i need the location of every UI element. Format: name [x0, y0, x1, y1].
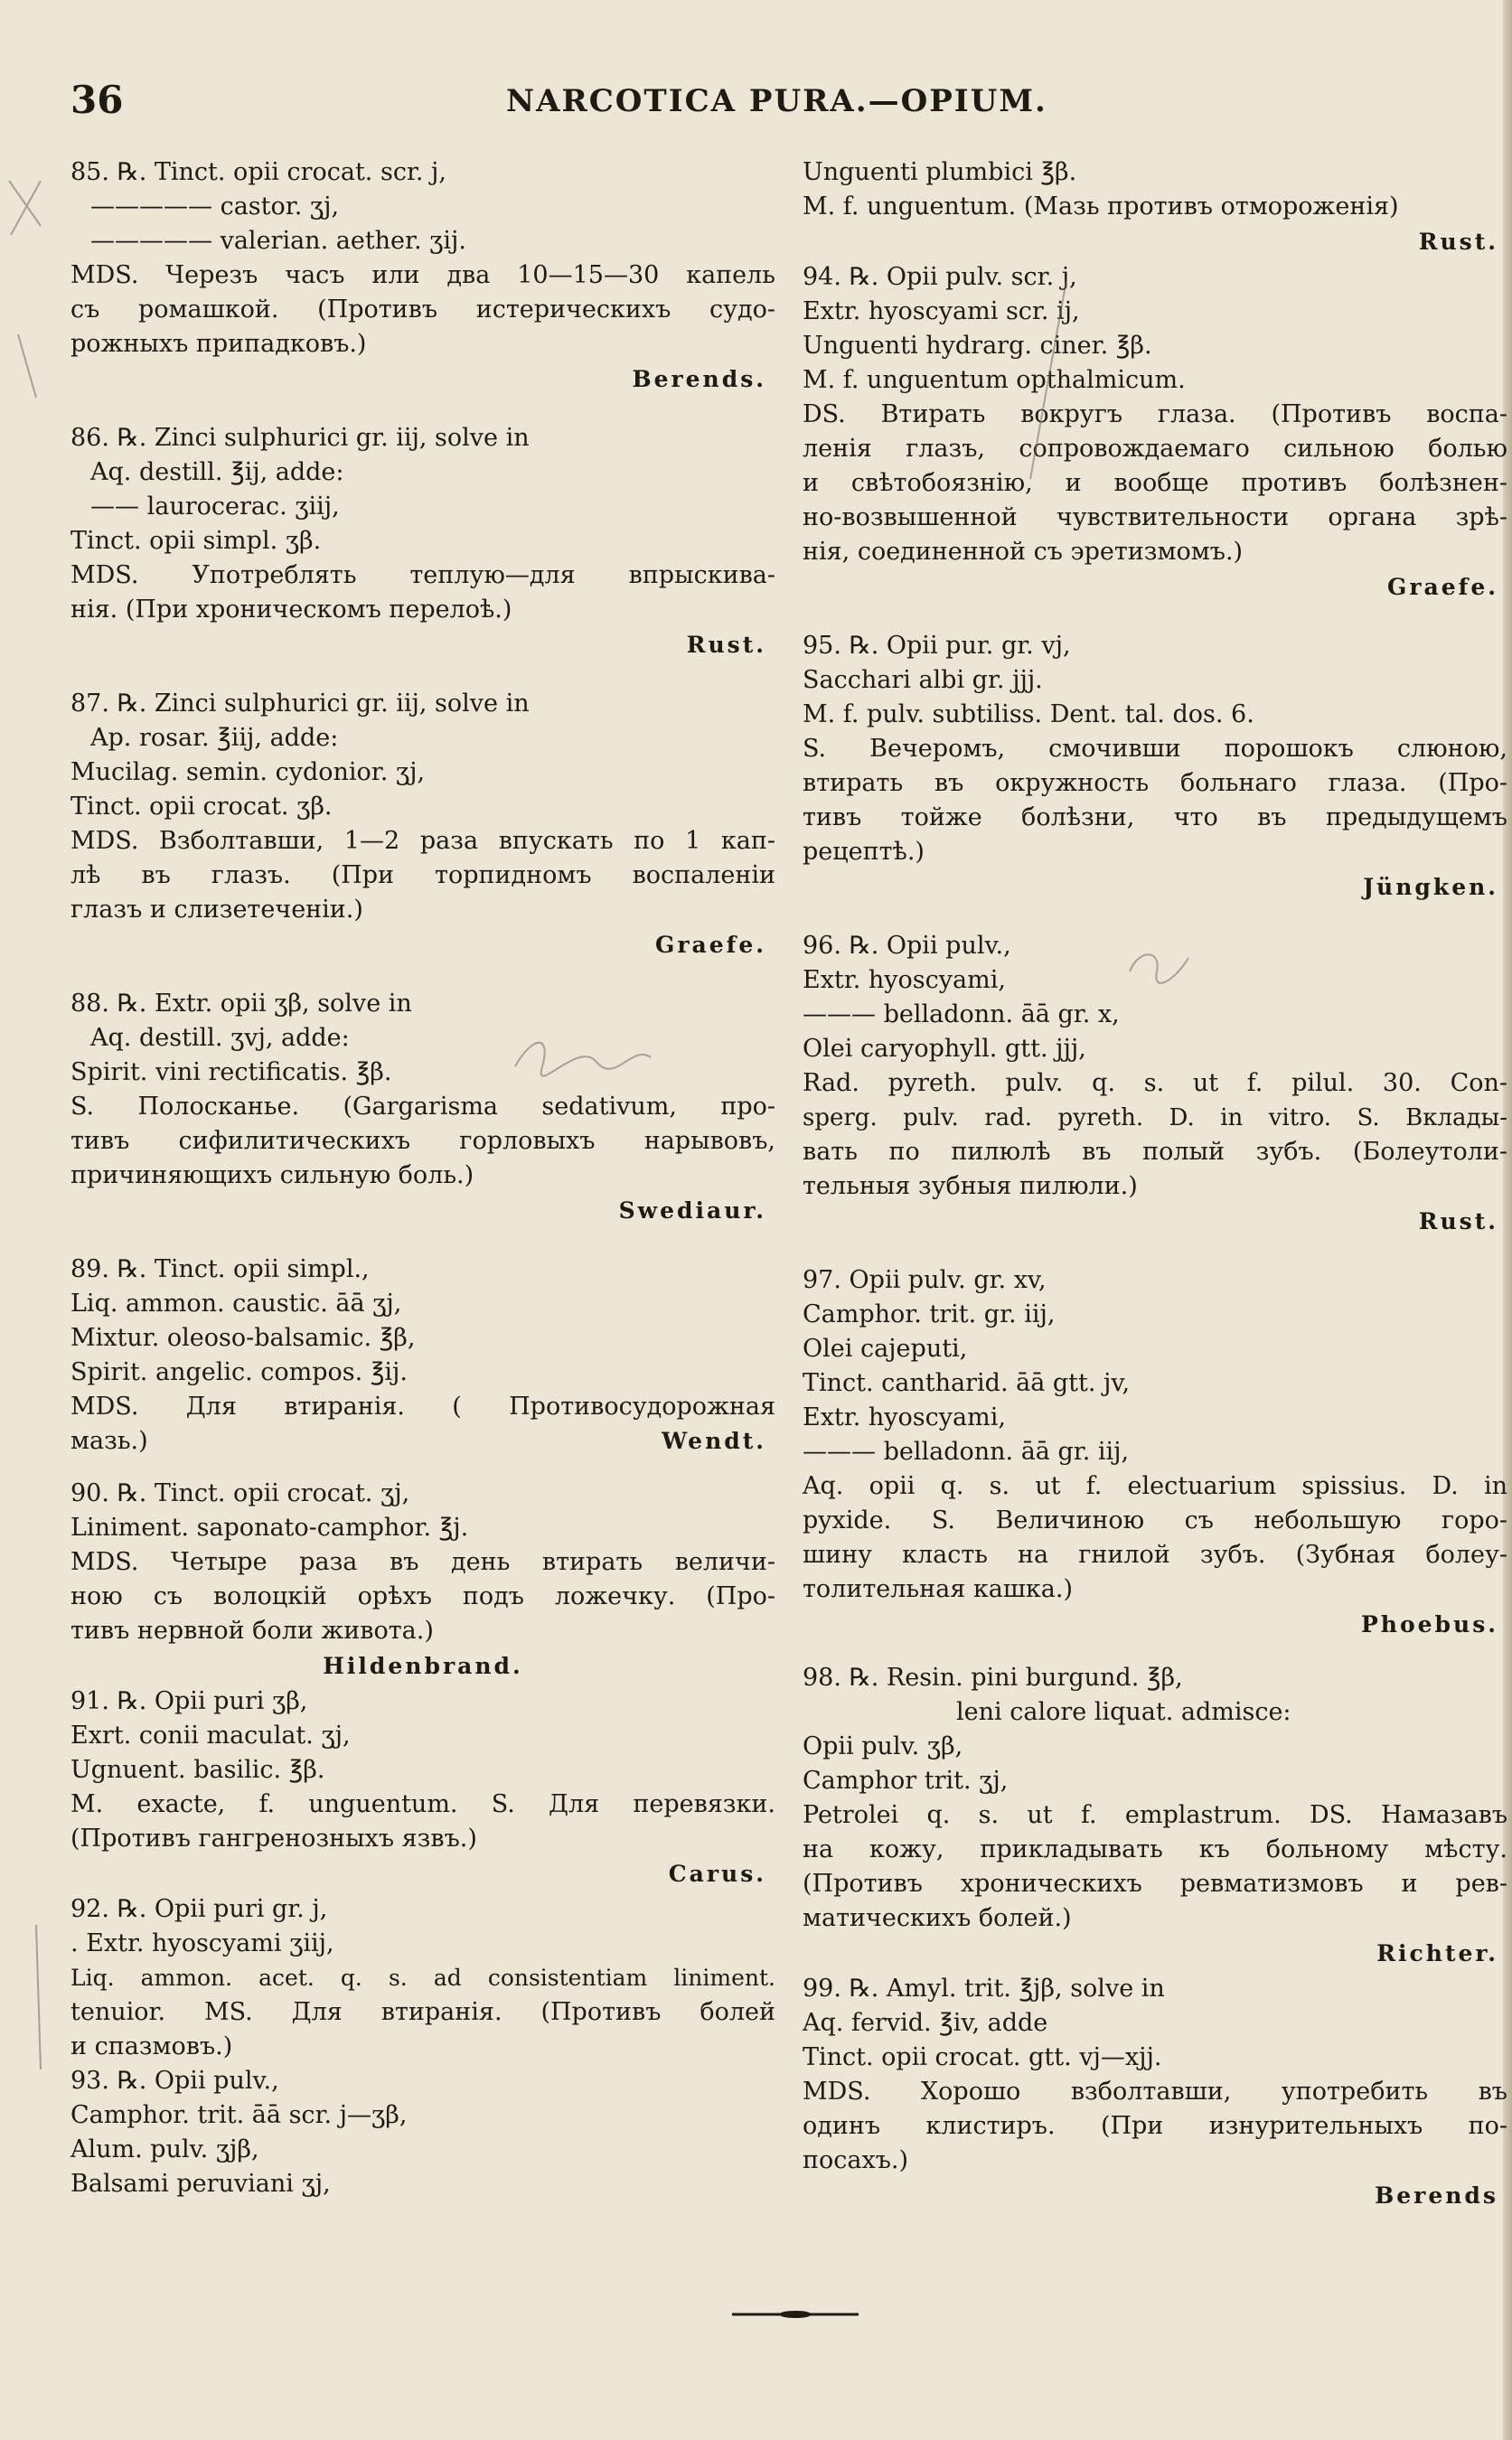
recipe-author: Jüngken.	[1363, 874, 1498, 900]
recipe-line: рецептѣ.)	[803, 838, 925, 866]
recipe-line: 90. ℞. Tinct. opii crocat. ʒj,	[70, 1479, 410, 1507]
recipe-line: 97. Opii pulv. gr. xv,	[803, 1266, 1047, 1294]
recipe-author: Rust.	[1418, 1208, 1498, 1234]
recipe-line: Mucilag. semin. cydonior. ʒj,	[70, 758, 426, 786]
recipe-line: Extr. hyoscyami,	[803, 966, 1006, 994]
recipe-line: ленія глазъ, сопровождаемаго сильною болью	[803, 435, 1507, 463]
recipe-line: leni calore liquat. admisce:	[956, 1698, 1291, 1726]
recipe-94	[803, 260, 1507, 605]
recipe-line: M. f. pulv. subtiliss. Dent. tal. dos. 6.	[803, 700, 1254, 728]
recipe-line: Liq. ammon. acet. q. s. ad consistentiam liniment.	[70, 1965, 775, 1991]
recipe-line: Camphor. trit. āā scr. j—ʒβ,	[70, 2101, 408, 2129]
recipe-line: 95. ℞. Opii pur. gr. vj,	[803, 632, 1071, 660]
recipe-line: на кожу, прикладывать къ больному мѣсту.	[803, 1835, 1507, 1863]
recipe-99	[803, 1972, 1507, 2214]
recipe-line: 96. ℞. Opii pulv.,	[803, 932, 1011, 960]
recipe-line: ——— belladonn. āā gr. iij,	[803, 1438, 1130, 1466]
recipe-line: sperg. pulv. rad. pyreth. D. in vitro. S. Вклады-	[803, 1104, 1507, 1131]
recipe-line: pyxide. S. Величиною съ небольшую горо-	[803, 1506, 1507, 1534]
recipe-line: Opii pulv. ʒβ,	[803, 1732, 963, 1760]
recipe-93	[70, 2064, 775, 2201]
recipe-line: но-возвышенной чувствительности органа зрѣ-	[803, 503, 1507, 531]
recipe-line: 99. ℞. Amyl. trit. ℥jβ, solve in	[803, 1975, 1165, 2003]
recipe-line: —— laurocerас. ʒiij,	[90, 493, 340, 521]
recipe-line: Tinct. cantharid. āā gtt. jv,	[803, 1369, 1131, 1397]
recipe-line: DS. Втирать вокругъ глаза. (Противъ воспа-	[803, 400, 1507, 428]
recipe-line: 86. ℞. Zinci sulphurici gr. iij, solve in	[70, 424, 530, 452]
recipe-line: 85. ℞. Tinct. opii crocat. scr. j,	[70, 158, 447, 186]
recipe-author: Wendt.	[662, 1428, 766, 1454]
right-column	[803, 155, 1507, 2214]
recipe-line: Camphor. trit. gr. iij,	[803, 1300, 1056, 1328]
recipe-line: Balsami peruviani ʒj,	[70, 2170, 331, 2198]
recipe-line: M. exacte, f. unguentum. S. Для перевязки.	[70, 1790, 775, 1818]
recipe-line: тельныя зубныя пилюли.)	[803, 1172, 1138, 1200]
recipe-line: 88. ℞. Extr. opii ʒβ, solve in	[70, 990, 412, 1018]
recipe-line: Ugnuent. basilic. ℥β.	[70, 1756, 325, 1784]
recipe-92	[70, 1892, 775, 2064]
recipe-line: Tinct. opii crocat. ʒβ.	[70, 793, 333, 821]
running-head-dash: —	[868, 83, 901, 119]
pencil-mark-left	[0, 172, 54, 407]
recipe-line: съ ромашкой. (Противъ истерическихъ судо-	[70, 296, 775, 324]
recipe-line: Liq. ammon. caustic. āā ʒj,	[70, 1290, 402, 1318]
recipe-line: тивъ сифилитическихъ горловыхъ нарывовъ,	[70, 1127, 775, 1155]
recipe-line: Camphor trit. ʒj,	[803, 1767, 1009, 1795]
recipe-line: и свѣтобоязнію, и вообще противъ болѣзнен-	[803, 469, 1507, 497]
recipe-line: Tinct. opii crocat. gtt. vj—xjj.	[803, 2043, 1162, 2071]
recipe-line: Aq. opii q. s. ut f. electuarium spissius. D. in	[803, 1472, 1507, 1500]
recipe-line: Petrolei q. s. ut f. emplastrum. DS. Намазавъ	[803, 1801, 1507, 1829]
recipe-line: Sacchari albi gr. jjj.	[803, 666, 1043, 694]
recipe-87	[70, 687, 775, 963]
recipe-line: Spirit. angelic. compos. ℥ij.	[70, 1358, 409, 1386]
pencil-mark-left-lower	[18, 1916, 63, 2079]
pencil-mark-center	[1021, 271, 1075, 488]
recipe-line: Aq. fervid. ℥iv, adde	[803, 2009, 1048, 2037]
recipe-line: шину класть на гнилой зубъ. (Зубная болеу-	[803, 1541, 1507, 1569]
recipe-86	[70, 421, 775, 663]
recipe-85	[70, 155, 775, 398]
recipe-line: втирать въ окружность больнаго глаза. (Про-	[803, 769, 1507, 797]
recipe-line: причиняющихъ сильную боль.)	[70, 1161, 474, 1189]
recipe-line: 92. ℞. Opii puri gr. j,	[70, 1895, 328, 1923]
recipe-97	[803, 1263, 1507, 1643]
recipe-line: Aq. destill. ʒvj, adde:	[90, 1024, 350, 1052]
end-ornament	[732, 2310, 859, 2319]
recipe-line: Olei caryophyll. gtt. jjj,	[803, 1035, 1086, 1063]
recipe-line: Unguenti hydrarg. ciner. ℥β.	[803, 332, 1152, 360]
recipe-line: MDS. Взболтавши, 1—2 раза впускать по 1 кап-	[70, 827, 775, 855]
recipe-line: 94. ℞. Opii pulv. scr. j,	[803, 263, 1077, 291]
pencil-scribble-88	[506, 1030, 660, 1084]
recipe-line: Liniment. saponato-camphor. ℥j.	[70, 1514, 469, 1542]
recipe-line: MDS. Черезъ часъ или два 10—15—30 капель	[70, 261, 775, 289]
recipe-98	[803, 1661, 1507, 1972]
recipe-line: Rad. pyreth. pulv. q. s. ut f. pilul. 30. Con-	[803, 1069, 1507, 1097]
recipe-line: рожныхъ припадковъ.)	[70, 330, 367, 358]
recipe-line: Extr. hyoscyami,	[803, 1403, 1006, 1431]
recipe-93-continued	[803, 155, 1507, 260]
recipe-line: ————— castor. ʒj,	[90, 192, 340, 221]
recipe-author: Swediaur.	[618, 1197, 766, 1224]
recipe-line: нія, соединенной съ эретизмомъ.)	[803, 538, 1244, 566]
recipe-author: Phoebus.	[1361, 1611, 1498, 1638]
recipe-line: тивъ тойже болѣзни, что въ предыдущемъ	[803, 803, 1507, 831]
recipe-line: 98. ℞. Resin. pini burgund. ℥β,	[803, 1664, 1183, 1692]
recipe-line: (Противъ гангренозныхъ язвъ.)	[70, 1825, 477, 1853]
running-head-part1: NARCOTICA PURA.	[506, 83, 869, 119]
recipe-line: толительная кашка.)	[803, 1575, 1073, 1603]
recipe-line: 87. ℞. Zinci sulphurici gr. iij, solve in	[70, 690, 530, 718]
recipe-line: Ap. rosar. ℥iij, adde:	[90, 724, 339, 752]
left-column	[70, 155, 775, 2201]
recipe-author: Rust.	[1418, 229, 1498, 255]
recipe-author: Hildenbrand.	[323, 1653, 523, 1679]
recipe-line: 89. ℞. Tinct. opii simpl.,	[70, 1255, 370, 1283]
recipe-line: посахъ.)	[803, 2146, 908, 2174]
recipe-line: MDS. Четыре раза въ день втирать величи-	[70, 1548, 775, 1576]
recipe-line: Olei cajeputi,	[803, 1335, 968, 1363]
recipe-line: . Extr. hyoscyami ʒiij,	[70, 1929, 334, 1957]
recipe-line: Extr. hyoscyami scr. ij,	[803, 297, 1080, 325]
running-head-part2: OPIUM.	[900, 83, 1047, 119]
recipe-line: нія. (При хроническомъ перелоѣ.)	[70, 596, 512, 624]
recipe-line: и спазмовъ.)	[70, 2032, 233, 2060]
recipe-line-text: мазь.)	[70, 1427, 148, 1455]
recipe-line: лѣ въ глазъ. (При торпидномъ воспаленіи	[70, 861, 775, 889]
recipe-line: ——— belladonn. āā gr. x,	[803, 1000, 1120, 1028]
recipe-line: M. f. unguentum. (Мазь противъ отмороженія)	[803, 192, 1399, 221]
recipe-line: ною съ волоцкій орѣхъ подъ ложечку. (Про-	[70, 1582, 775, 1610]
recipe-95	[803, 629, 1507, 906]
recipe-91	[70, 1685, 775, 1892]
recipe-88	[70, 987, 775, 1229]
recipe-author: Graefe.	[655, 932, 766, 958]
recipe-line: MDS. Хорошо взболтавши, употребить въ	[803, 2078, 1507, 2106]
recipe-line: 93. ℞. Opii pulv.,	[70, 2067, 279, 2095]
recipe-line: Exrt. conii maculat. ʒj,	[70, 1722, 351, 1750]
recipe-line: S. Вечеромъ, смочивши порошокъ слюною,	[803, 735, 1507, 763]
recipe-line: Unguenti plumbici ℥β.	[803, 158, 1077, 186]
recipe-line: Spirit. vini rectificatis. ℥β.	[70, 1058, 392, 1086]
recipe-author: Richter.	[1376, 1940, 1498, 1966]
recipe-author: Berends.	[632, 366, 766, 392]
recipe-line: MDS. Для втиранія. ( Противосудорожная	[70, 1393, 775, 1421]
recipe-line: Alum. pulv. ʒjβ,	[70, 2135, 259, 2163]
recipe-line: 91. ℞. Opii puri ʒβ,	[70, 1687, 308, 1715]
page-number: 36	[70, 78, 124, 122]
recipe-line: вать по пилюлѣ въ полый зубъ. (Болеутоли-	[803, 1138, 1507, 1166]
recipe-line: одинъ клистиръ. (При изнурительныхъ по-	[803, 2112, 1507, 2140]
recipe-90	[70, 1477, 775, 1685]
recipe-line: MDS. Употреблять теплую—для впрыскива-	[70, 561, 775, 589]
recipe-line: матическихъ болей.)	[803, 1904, 1072, 1932]
recipe-author: Graefe.	[1387, 574, 1498, 600]
recipe-line: глазъ и слизетеченіи.)	[70, 896, 363, 924]
recipe-line: S. Полосканье. (Gargarisma sedativum, про-	[70, 1093, 775, 1121]
recipe-line: (Противъ хроническихъ ревматизмовъ и рев-	[803, 1870, 1507, 1898]
recipe-author: Carus.	[668, 1861, 766, 1887]
recipe-89	[70, 1253, 775, 1459]
recipe-line: tenuior. MS. Для втиранія. (Противъ болей	[70, 1998, 775, 2026]
running-head	[506, 83, 1047, 119]
recipe-line: Mixtur. oleoso-balsamic. ℥β,	[70, 1324, 416, 1352]
recipe-author: Berends	[1375, 2182, 1498, 2209]
recipe-line: тивъ нервной боли живота.)	[70, 1617, 434, 1645]
recipe-line: M. f. unguentum opthalmicum.	[803, 366, 1186, 394]
recipe-line: Aq. destill. ℥ij, adde:	[90, 458, 344, 486]
pencil-scribble-96	[1121, 944, 1193, 990]
recipe-line	[70, 1424, 775, 1459]
recipe-line: Tinct. opii simpl. ʒβ.	[70, 527, 322, 555]
recipe-author: Rust.	[686, 632, 766, 658]
recipe-line: ————— valerian. aether. ʒij.	[90, 227, 466, 255]
